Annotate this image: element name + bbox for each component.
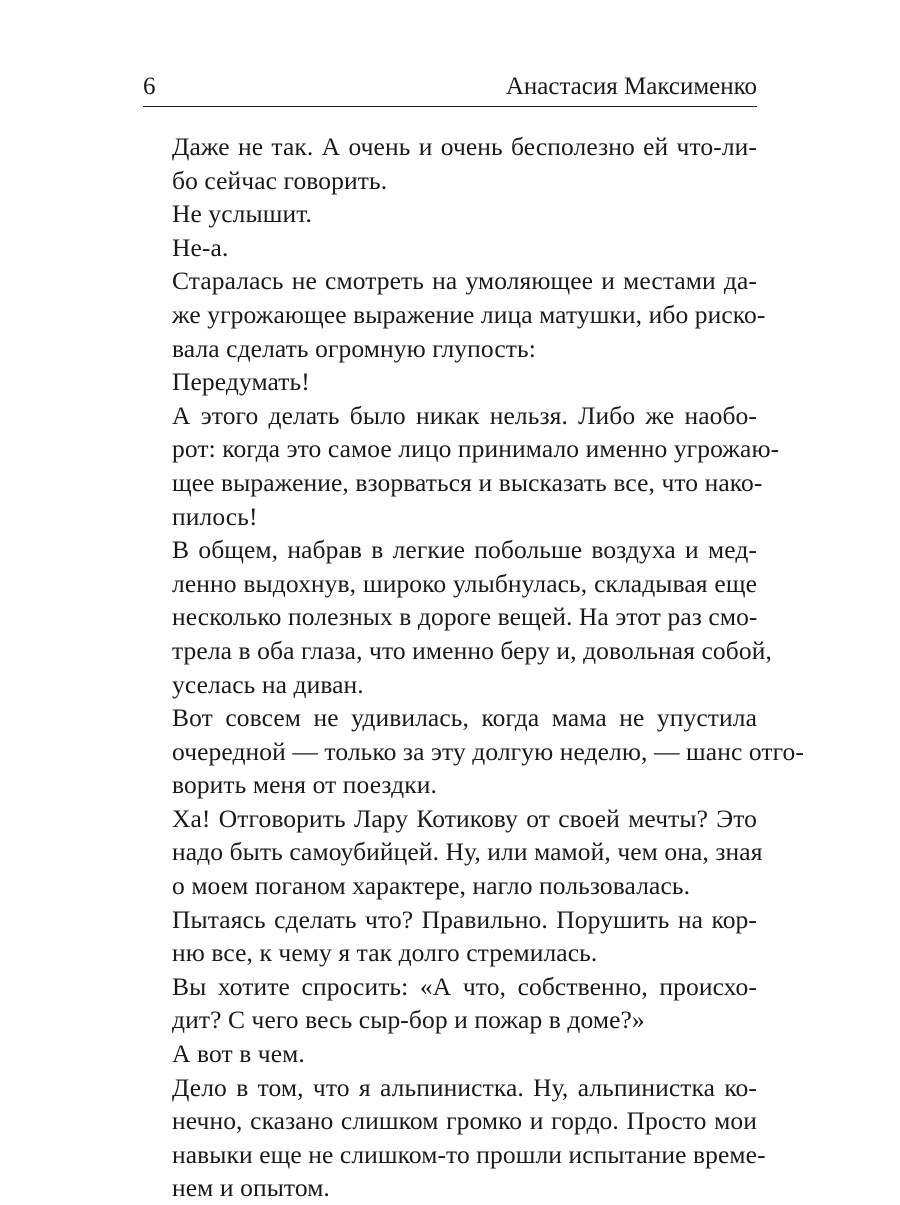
body-text	[143, 130, 804, 1205]
paragraph	[143, 231, 757, 265]
text-line: Даже не так. А очень и очень бесполезно ей что-ли-	[172, 132, 757, 161]
paragraph	[143, 365, 757, 399]
paragraph	[143, 130, 757, 197]
text-line: Не услышит.	[172, 199, 313, 229]
text-line: о моем поганом характере, нагло пользовалась.	[172, 871, 691, 901]
text-line: очередной — только за эту долгую неделю, — шанс отго-	[172, 736, 804, 766]
text-line: Старалась не смотреть на умоляющее и местами да-	[172, 266, 757, 296]
paragraph	[143, 399, 780, 533]
text-line: нем и опытом.	[172, 1173, 330, 1203]
text-line: А вот в чем.	[172, 1039, 305, 1069]
paragraph	[143, 1071, 766, 1205]
text-line: Ха! Отговорить Лару Котикову от своей мечты? Это	[172, 803, 757, 833]
page-number: 6	[143, 73, 156, 100]
text-line: ленно выдохнув, широко улыбнулась, складывая еще	[172, 568, 757, 598]
header-rule	[143, 106, 757, 107]
text-line: В общем, набрав в легкие побольше воздуха и мед-	[172, 535, 757, 565]
text-line: несколько полезных в дороге вещей. На этот раз смо-	[172, 602, 758, 632]
text-line: пилось!	[172, 501, 258, 531]
paragraph	[143, 1037, 757, 1071]
text-line: трела в оба глаза, что именно беру и, довольная собой,	[172, 635, 772, 665]
paragraph	[143, 533, 772, 701]
text-line: Дело в том, что я альпинистка. Ну, альпинистка ко-	[172, 1072, 757, 1102]
paragraph	[143, 903, 757, 970]
text-line: Вот совсем не удивилась, когда мама не упустила	[172, 703, 757, 733]
text-line: ню все, к чему я так долго стремилась.	[172, 938, 598, 968]
text-line: нечно, сказано слишком громко и гордо. Просто мои	[172, 1106, 757, 1136]
paragraph	[143, 802, 763, 903]
text-line: Не-а.	[172, 232, 229, 262]
text-line: вала сделать огромную глупость:	[172, 333, 536, 363]
text-line: уселась на диван.	[172, 669, 364, 699]
text-line: Вы хотите спросить: «А что, собственно, происхо-	[172, 971, 757, 1001]
author-name: Анастасия Максименко	[505, 73, 757, 100]
text-line: А этого делать было никак нельзя. Либо же наобо-	[172, 400, 757, 430]
paragraph	[143, 701, 804, 802]
text-line: надо быть самоубийцей. Ну, или мамой, чем она, зная	[172, 837, 763, 867]
paragraph	[143, 197, 757, 231]
text-line: Пытаясь сделать что? Правильно. Порушить на кор-	[172, 904, 757, 934]
text-line: дит? С чего весь сыр-бор и пожар в доме?»	[172, 1005, 645, 1035]
text-line: навыки еще не слишком-то прошли испытание време-	[172, 1139, 766, 1169]
text-line: бо сейчас говорить.	[172, 165, 388, 195]
running-head	[143, 70, 757, 104]
paragraph	[143, 264, 766, 365]
text-line: ворить меня от поездки.	[172, 770, 437, 800]
text-line: же угрожающее выражение лица матушки, ибо риско-	[172, 299, 766, 329]
text-line: щее выражение, взорваться и высказать все, что нако-	[172, 467, 763, 497]
text-line: Передумать!	[172, 367, 310, 397]
text-line: рот: когда это самое лицо принимало именно угрожаю-	[172, 434, 780, 464]
paragraph	[143, 970, 757, 1037]
